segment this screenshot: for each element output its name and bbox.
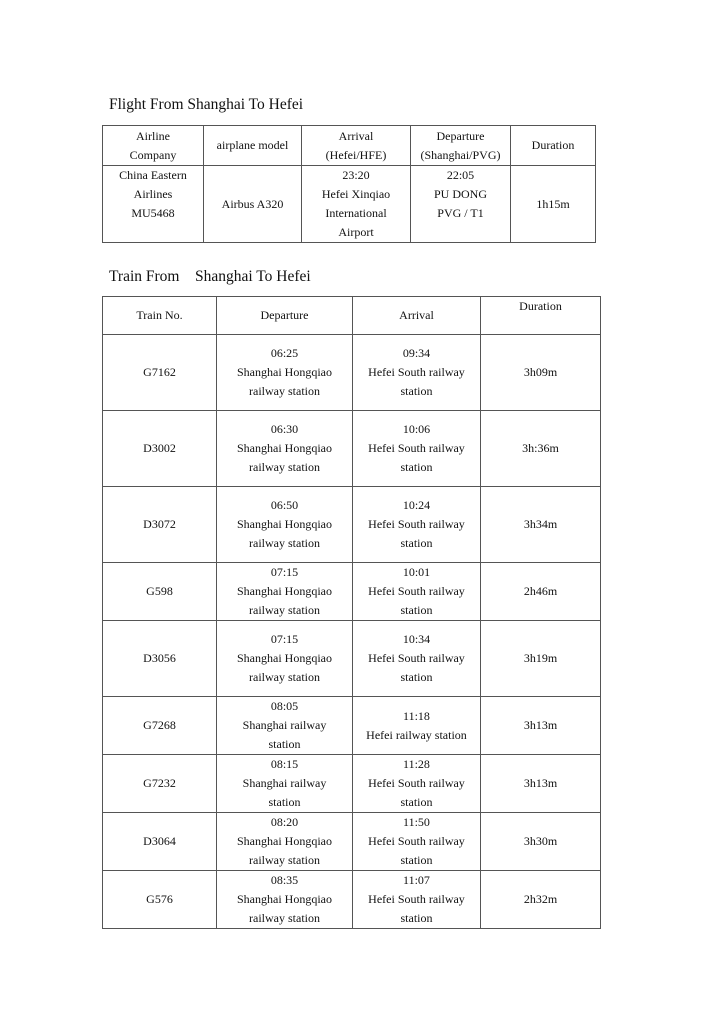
train-arrival-cell	[353, 563, 481, 621]
train-departure-cell-line: railway station	[249, 670, 320, 684]
arrival-line: 23:20	[342, 168, 370, 182]
train-duration-cell: 2h32m	[481, 871, 601, 929]
arrival-header	[302, 126, 411, 166]
airline-line: Airlines	[133, 187, 173, 201]
train-arrival-cell-line: Hefei South railway	[368, 834, 465, 848]
train-duration-cell: 3h30m	[481, 813, 601, 871]
train-arrival-cell	[353, 621, 481, 697]
train-no-cell: G7268	[103, 697, 217, 755]
train-row	[103, 697, 601, 755]
train-departure-cell-line: 08:35	[270, 873, 299, 887]
train-departure-cell-line: Shanghai railway	[242, 718, 327, 732]
train-departure-cell-line: railway station	[249, 460, 320, 474]
train-departure-cell	[217, 697, 353, 755]
train-arrival-cell-line: station	[400, 460, 433, 474]
train-row	[103, 871, 601, 929]
train-departure-cell	[217, 871, 353, 929]
train-arrival-cell-line: 11:18	[403, 708, 430, 723]
train-arrival-cell	[353, 813, 481, 871]
train-arrival-cell-line: 09:34	[402, 346, 431, 360]
arrival-header-line: (Hefei/HFE)	[325, 147, 387, 162]
train-arrival-cell-line: Hefei South railway	[368, 441, 465, 455]
train-arrival-cell-line: Hefei South railway	[368, 584, 465, 598]
train-arrival-cell-line: station	[400, 670, 433, 684]
train-arrival-cell-line: station	[400, 384, 433, 398]
train-arrival-cell-line: station	[400, 853, 433, 867]
train-departure-cell-line: 08:05	[270, 699, 299, 713]
train-departure-cell	[217, 411, 353, 487]
train-arrival-cell-line: Hefei South railway	[368, 776, 465, 790]
train-departure-cell-line: 08:15	[270, 757, 299, 771]
departure-header-line: (Shanghai/PVG)	[420, 147, 501, 162]
train-arrival-cell-line: 10:06	[402, 422, 431, 436]
flight-row	[103, 166, 596, 243]
airline-line: MU5468	[131, 206, 175, 220]
train-arrival-cell	[353, 335, 481, 411]
departure-cell	[411, 166, 511, 243]
departure-header	[411, 126, 511, 166]
train-departure-cell-line: Shanghai Hongqiao	[237, 584, 332, 598]
train-arrival-cell-line: Hefei railway station	[366, 727, 467, 742]
train-departure-cell-line: 06:30	[270, 422, 299, 436]
train-departure-cell	[217, 813, 353, 871]
arrival-line: Hefei Xinqiao	[321, 187, 391, 201]
train-arrival-cell	[353, 411, 481, 487]
train-departure-cell-line: 06:50	[270, 498, 299, 512]
train-departure-cell-line: Shanghai railway	[242, 776, 327, 790]
train-departure-cell	[217, 563, 353, 621]
departure-line: 22:05	[446, 168, 475, 182]
train-departure-cell-line: Shanghai Hongqiao	[237, 441, 332, 455]
train-arrival-cell-line: Hefei South railway	[368, 651, 465, 665]
model-header: airplane model	[204, 126, 302, 166]
airline-line: China Eastern	[119, 168, 187, 182]
flight-section-title: Flight From Shanghai To Hefei	[109, 96, 304, 113]
airline-header	[103, 126, 204, 166]
train-departure-cell-line: Shanghai Hongqiao	[237, 365, 332, 379]
train-row	[103, 621, 601, 697]
train-departure-cell-line: 07:15	[270, 632, 299, 646]
departure-line: PU DONG	[433, 187, 487, 201]
train-arrival-cell-line: Hefei South railway	[368, 365, 465, 379]
train-arrival-cell-line: station	[400, 603, 433, 617]
train-arrival-cell-line: station	[400, 795, 433, 809]
train-no-cell: G576	[103, 871, 217, 929]
airline-header-line: Airline	[136, 128, 170, 143]
train-arrival-cell	[353, 871, 481, 929]
train-departure-cell-line: railway station	[249, 384, 320, 398]
train-departure-header: Departure	[217, 297, 353, 335]
train-arrival-cell-line: 10:24	[402, 498, 431, 512]
duration-header: Duration	[511, 126, 596, 166]
train-row	[103, 487, 601, 563]
train-header-row	[103, 297, 601, 335]
train-row	[103, 755, 601, 813]
train-row	[103, 335, 601, 411]
train-arrival-cell-line: Hefei South railway	[368, 517, 465, 531]
train-row	[103, 563, 601, 621]
train-no-cell: D3002	[103, 411, 217, 487]
train-duration-cell: 3h09m	[481, 335, 601, 411]
train-row	[103, 813, 601, 871]
train-departure-cell-line: 06:25	[270, 346, 299, 360]
train-arrival-header: Arrival	[353, 297, 481, 335]
train-departure-cell-line: Shanghai Hongqiao	[237, 892, 332, 906]
train-departure-cell-line: railway station	[249, 603, 320, 617]
train-row	[103, 411, 601, 487]
train-table	[102, 296, 601, 929]
airline-header-line: Company	[129, 147, 177, 162]
flight-table	[102, 125, 596, 243]
train-arrival-cell	[353, 755, 481, 813]
train-departure-cell-line: station	[268, 737, 301, 751]
train-departure-cell	[217, 755, 353, 813]
train-arrival-cell	[353, 697, 481, 755]
train-departure-cell-line: railway station	[249, 853, 320, 867]
train-departure-cell-line: Shanghai Hongqiao	[237, 834, 332, 848]
arrival-line: Airport	[338, 225, 374, 239]
train-no-cell: G7232	[103, 755, 217, 813]
train-arrival-cell-line: 11:28	[403, 757, 430, 771]
train-section-title: Train From Shanghai To Hefei	[109, 268, 311, 285]
train-arrival-cell-line: station	[400, 536, 433, 550]
train-departure-cell	[217, 335, 353, 411]
train-departure-cell-line: station	[268, 795, 301, 809]
train-departure-cell-line: railway station	[249, 911, 320, 925]
train-arrival-cell-line: 10:01	[402, 565, 431, 579]
train-arrival-cell-line: 10:34	[402, 632, 431, 646]
train-duration-cell: 3h19m	[481, 621, 601, 697]
arrival-cell	[302, 166, 411, 243]
model-cell: Airbus A320	[204, 166, 302, 243]
train-arrival-cell-line: Hefei South railway	[368, 892, 465, 906]
train-no-cell: G598	[103, 563, 217, 621]
train-departure-cell	[217, 621, 353, 697]
duration-cell: 1h15m	[511, 166, 596, 243]
departure-header-line: Departure	[436, 128, 485, 143]
train-no-cell: D3064	[103, 813, 217, 871]
train-arrival-cell-line: 11:50	[403, 815, 430, 829]
flight-header-row	[103, 126, 596, 166]
train-duration-cell: 3h:36m	[481, 411, 601, 487]
train-arrival-cell-line: 11:07	[403, 873, 430, 887]
train-departure-cell-line: Shanghai Hongqiao	[237, 517, 332, 531]
train-no-header: Train No.	[103, 297, 217, 335]
departure-line: PVG / T1	[437, 206, 484, 220]
train-departure-cell-line: 07:15	[270, 565, 299, 579]
train-arrival-cell	[353, 487, 481, 563]
train-no-cell: D3056	[103, 621, 217, 697]
train-departure-cell	[217, 487, 353, 563]
train-arrival-cell-line: station	[400, 911, 433, 925]
train-no-cell: D3072	[103, 487, 217, 563]
airline-cell	[103, 166, 204, 243]
train-duration-cell: 3h13m	[481, 755, 601, 813]
train-duration-cell: 3h13m	[481, 697, 601, 755]
arrival-line: International	[325, 206, 387, 220]
arrival-header-line: Arrival	[338, 128, 374, 143]
train-departure-cell-line: Shanghai Hongqiao	[237, 651, 332, 665]
train-departure-cell-line: 08:20	[270, 815, 299, 829]
train-duration-cell: 3h34m	[481, 487, 601, 563]
train-no-cell: G7162	[103, 335, 217, 411]
train-duration-header: Duration	[481, 297, 601, 335]
train-duration-cell: 2h46m	[481, 563, 601, 621]
train-departure-cell-line: railway station	[249, 536, 320, 550]
